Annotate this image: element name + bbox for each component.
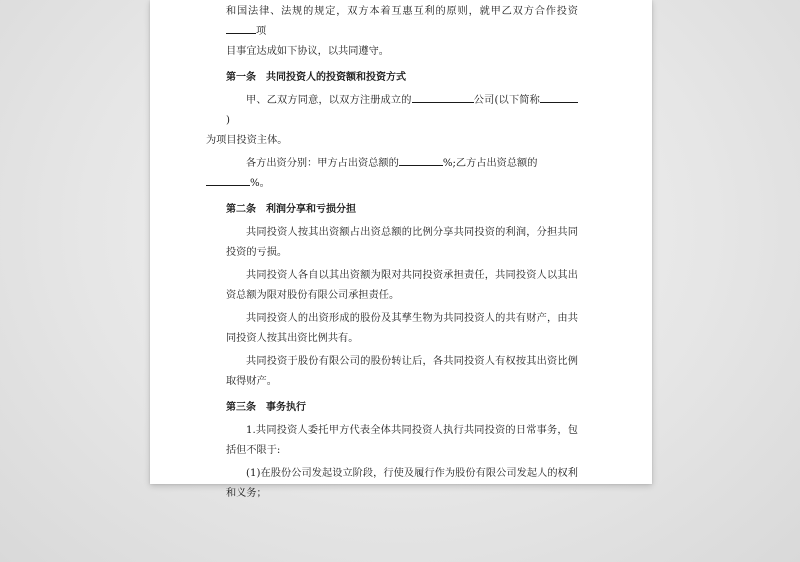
section-title: 利润分享和亏损分担 xyxy=(266,204,356,215)
section-3-paragraph-2: (1)在股份公司发起设立阶段，行使及履行作为股份有限公司发起人的权利和义务； xyxy=(226,468,578,499)
section-2-paragraph-3: 共同投资人的出资形成的股份及其孳生物为共同投资人的共有财产，由共同投资人按其出资比例共有。 xyxy=(226,313,578,344)
intro-paragraph xyxy=(226,2,578,62)
paragraph-text: %。 xyxy=(250,178,270,189)
intro-text-1: 和国法律、法规的规定，双方本着互惠互利的原则，就甲乙双方合作投资 xyxy=(226,6,578,17)
section-1-paragraph-2 xyxy=(226,154,578,194)
blank-field xyxy=(206,174,250,186)
intro-text-1-tail: 项 xyxy=(256,26,267,37)
section-number: 第一条 xyxy=(226,72,256,83)
blank-field xyxy=(412,91,474,103)
blank-field xyxy=(540,91,578,103)
section-heading-1 xyxy=(226,68,578,88)
section-title: 共同投资人的投资额和投资方式 xyxy=(266,72,406,83)
blank-field xyxy=(226,22,256,34)
document-content xyxy=(206,0,578,504)
section-2-paragraph-4: 共同投资于股份有限公司的股份转让后，各共同投资人有权按其出资比例取得财产。 xyxy=(226,356,578,387)
section-heading-3 xyxy=(226,398,578,418)
paragraph-text: 甲、乙双方同意，以双方注册成立的 xyxy=(246,95,412,106)
blank-field xyxy=(399,154,443,166)
paragraph-text: 为项目投资主体。 xyxy=(206,135,288,146)
paragraph-text: 各方出资分别：甲方占出资总额的 xyxy=(246,158,399,169)
paragraph-text: 公司(以下简称 xyxy=(473,95,540,106)
document-page xyxy=(150,0,652,499)
section-2-paragraph-1: 共同投资人按其出资额占出资总额的比例分享共同投资的利润，分担共同投资的亏损。 xyxy=(226,227,578,258)
section-title: 事务执行 xyxy=(266,402,306,413)
section-1-paragraph-1 xyxy=(206,91,578,151)
section-number: 第三条 xyxy=(226,402,256,413)
section-3-paragraph-1: 1.共同投资人委托甲方代表全体共同投资人执行共同投资的日常事务，包括但不限于: xyxy=(226,425,578,456)
paragraph-text: %;乙方占出资总额的 xyxy=(442,158,538,169)
section-2-paragraph-2: 共同投资人各自以其出资额为限对共同投资承担责任，共同投资人以其出资总额为限对股份有限公司承担责任。 xyxy=(226,270,578,301)
paragraph-text: ) xyxy=(226,115,230,126)
section-number: 第二条 xyxy=(226,204,256,215)
section-heading-2 xyxy=(226,200,578,220)
intro-text-2: 目事宜达成如下协议，以共同遵守。 xyxy=(226,46,389,57)
